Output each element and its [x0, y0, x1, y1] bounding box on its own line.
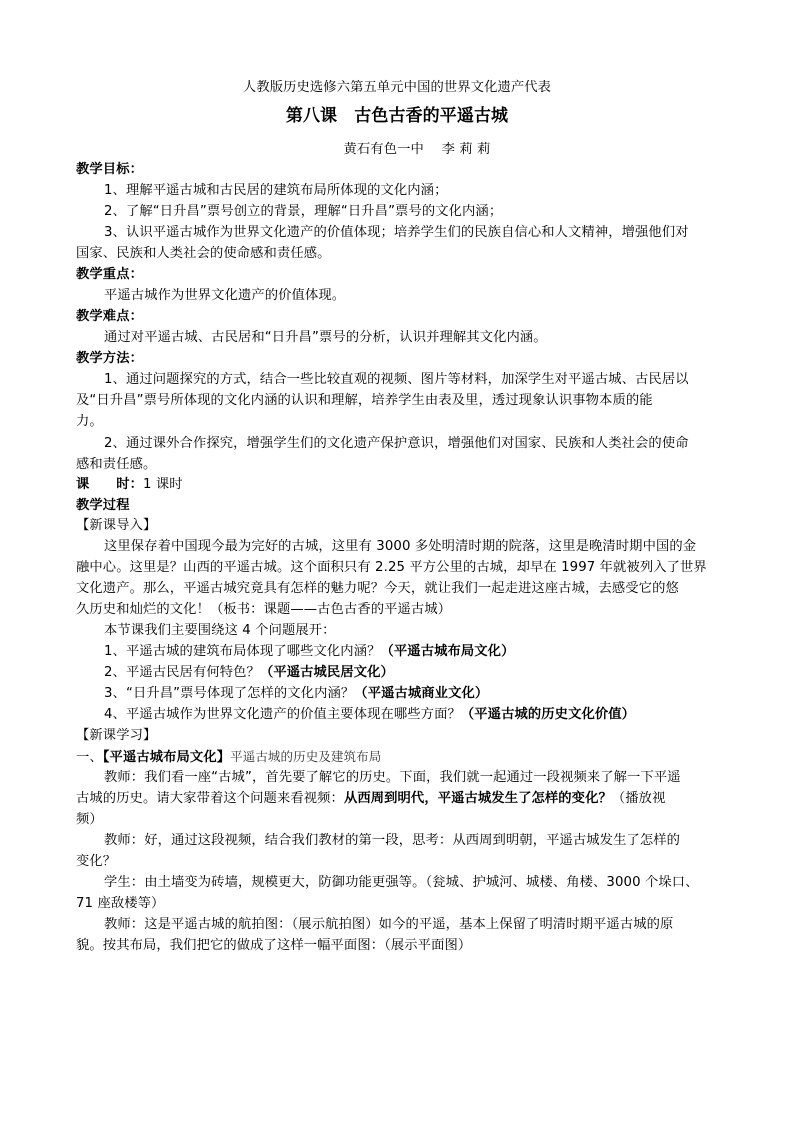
section-prefix: 一、 — [76, 750, 103, 765]
question-tag: （平遥古城的历史文化价值） — [460, 707, 636, 722]
question-item — [104, 705, 754, 725]
key-point-text: 平遥古城作为世界文化遗产的价值体现。 — [104, 288, 346, 303]
dialogue-line: 教师：这是平遥古城的航拍图：（展示航拍图）如今的平遥，基本上保留了明清时期平遥古城的原 — [104, 917, 674, 932]
question-text: 3、“日升昌”票号体现了怎样的文化内涵？ — [104, 686, 355, 701]
methods-heading: 教学方法： — [76, 351, 143, 366]
questions-intro: 本节课我们主要围绕这 4 个问题展开： — [104, 623, 336, 638]
dialogue-text: 古城的历史。请大家带着这个问题来看视频： — [76, 791, 344, 806]
dialogue-line: 教师：好，通过这段视频，结合我们教材的第一段，思考：从西周到明朝，平遥古城发生了怎样的 — [104, 833, 681, 848]
method-line: 感和责任感。 — [76, 457, 157, 472]
dialogue-line: 教师：我们看一座“古城”，首先要了解它的历史。下面，我们就一起通过一段视频来了解一下平遥 — [104, 770, 681, 785]
question-tag: （平遥古城布局文化） — [380, 644, 515, 659]
section-label: 【平遥古城布局文化】 — [102, 750, 231, 765]
intro-label: 【新课导入】 — [76, 518, 157, 533]
method-line: 及“日升昌”票号所体现的文化内涵的认识和理解，培养学生由表及里，透过现象认识事物本质的能 — [76, 393, 653, 408]
objectives-heading: 教学目标： — [76, 162, 143, 177]
method-line: 2、通过课外合作探究，增强学生们的文化遗产保护意识，增强他们对国家、民族和人类社会的使命 — [104, 436, 689, 451]
question-text: 2、平遥古民居有何特色？ — [104, 665, 260, 680]
difficulty-text: 通过对平遥古城、古民居和“日升昌”票号的分析，认识并理解其文化内涵。 — [104, 330, 547, 345]
objective-item: 国家、民族和人类社会的使命感和责任感。 — [76, 246, 331, 261]
question-item — [104, 684, 754, 704]
dialogue-line: 变化？ — [76, 854, 117, 869]
question-item — [104, 642, 754, 662]
section-subtitle: 平遥古城的历史及建筑布局 — [230, 749, 382, 764]
intro-line: 久历史和灿烂的文化！（板书：课题——古色古香的平遥古城） — [76, 602, 452, 617]
class-hours-label: 课 时： — [76, 477, 143, 492]
intro-line: 这里保存着中国现今最为完好的古城，这里有 3000 多处明清时期的院落，这里是晚清时期中国的金 — [104, 539, 697, 554]
objective-item: 2、了解“日升昌”票号创立的背景，理解“日升昌”票号的文化内涵； — [104, 204, 503, 219]
section-one-heading — [76, 747, 726, 768]
study-label: 【新课学习】 — [76, 728, 157, 743]
question-text: 4、平遥古城作为世界文化遗产的价值主要体现在哪些方面？ — [104, 707, 461, 722]
intro-line: 融中心。这里是？山西的平遥古城。这个面积只有 2.25 平方公里的古城，却早在 1997 年就被列入了世界 — [76, 560, 707, 575]
question-tag: （平遥古城商业文化） — [354, 686, 489, 701]
class-hours — [76, 475, 726, 495]
dialogue-text: （播放视 — [611, 791, 666, 806]
key-point-heading: 教学重点： — [76, 267, 143, 282]
question-item — [104, 663, 754, 683]
lesson-title: 第八课 古色古香的平遥古城 — [285, 106, 509, 126]
author: 黄石有色一中 李 莉 莉 — [343, 142, 491, 157]
question-tag: （平遥古城民居文化） — [259, 665, 394, 680]
difficulty-heading: 教学难点： — [76, 309, 143, 324]
objective-item: 1、理解平遥古城和古民居的建筑布局所体现的文化内涵； — [104, 183, 448, 198]
method-line: 1、通过问题探究的方式，结合一些比较直观的视频、图片等材料，加深学生对平遥古城、古民居以 — [104, 372, 689, 387]
dialogue-line: 貌。按其布局，我们把它的做成了这样一幅平面图：（展示平面图） — [76, 938, 472, 953]
objective-item: 3、认识平遥古城作为世界文化遗产的价值体现；培养学生们的民族自信心和人文精神，增强他们对 — [104, 225, 689, 240]
dialogue-line: 学生：由土墙变为砖墙，规模更大，防御功能更强等。（瓮城、护城河、城楼、角楼、3000 个垛口、 — [104, 875, 699, 890]
dialogue-line: 71 座敌楼等） — [76, 896, 165, 911]
method-line: 力。 — [76, 414, 103, 429]
dialogue-line: 频） — [76, 812, 103, 827]
process-heading: 教学过程 — [76, 498, 130, 513]
dialogue-line — [76, 789, 726, 809]
dialogue-question: 从西周到明代，平遥古城发生了怎样的变化？ — [343, 791, 612, 806]
intro-line: 文化遗产。那么，平遥古城究竟具有怎样的魅力呢？今天，就让我们一起走进这座古城，去感受它的悠 — [76, 581, 679, 596]
question-text: 1、平遥古城的建筑布局体现了哪些文化内涵？ — [104, 644, 381, 659]
class-hours-value: 1 课时 — [142, 477, 183, 492]
series-title: 人教版历史选修六第五单元中国的世界文化遗产代表 — [242, 80, 552, 95]
